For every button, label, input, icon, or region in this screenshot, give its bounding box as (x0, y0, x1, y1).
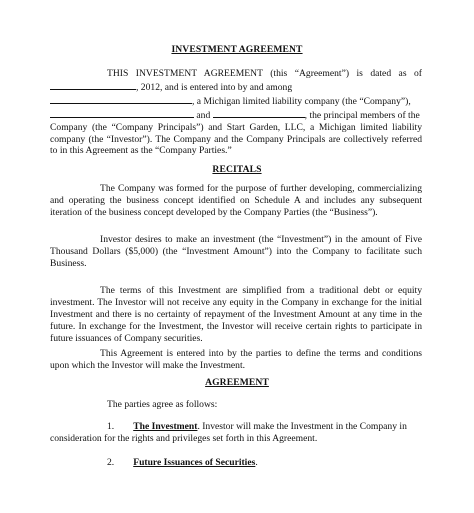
item-number: 1. (107, 421, 115, 432)
recital-paragraph-1: The Company was formed for the purpose of further developing, commercializing and operating the business concept identified on Schedule A and includes any subsequent iteration of the business concept developed by the Company Parties (the “Business”). (50, 183, 422, 218)
item-continuation: consideration for the rights and privileges set forth in this Agreement. (50, 432, 318, 444)
agreement-intro: The parties agree as follows: (107, 399, 218, 410)
blank-date-field (50, 80, 136, 90)
recitals-heading: RECITALS (212, 164, 262, 175)
item-heading: Future Issuances of Securities (133, 457, 256, 468)
intro-line-6: company (the “Investor”). The Company and the Company Principals are collectively referred (50, 133, 422, 145)
item-text: . Investor will make the Investment in the Company in (197, 421, 407, 432)
list-item (107, 457, 258, 469)
recital-paragraph-3: The terms of this Investment are simplified from a traditional debt or equity investment. The Investor will not receive any equity in the Company in exchange for the initial Investment and there is no certainty of repayment of the Investment Amount at any time in the future. In exchange for the Investment, the Investor will receive certain rights to participate in future issuances of Company securities. (50, 285, 422, 344)
intro-line-3: , a Michigan limited liability company (the “Company”), (50, 94, 422, 108)
blank-principal-field-1 (50, 108, 194, 118)
intro-line-2: , 2012, and is entered into by and among (50, 80, 422, 94)
document-title: INVESTMENT AGREEMENT (171, 44, 303, 55)
item-heading: The Investment (133, 421, 198, 432)
intro-line-4: and , the principal members of the (50, 108, 422, 122)
agreement-heading: AGREEMENT (205, 377, 269, 388)
blank-company-field (50, 94, 192, 104)
intro-paragraph (50, 68, 422, 157)
item-text: . (255, 457, 258, 468)
list-item (50, 421, 422, 445)
intro-line-7: to in this Agreement as the “Company Parties.” (50, 145, 232, 157)
intro-line-5: Company (the “Company Principals”) and Start Garden, LLC, a Michigan limited liability (50, 121, 422, 133)
blank-principal-field-2 (213, 108, 305, 118)
recital-paragraph-4: This Agreement is entered into by the parties to define the terms and conditions upon which the Investor will make the Investment. (50, 348, 422, 371)
item-number: 2. (107, 457, 115, 468)
recital-paragraph-2: Investor desires to make an investment (the “Investment”) in the amount of Five Thousand Dollars ($5,000) (the “Investment Amount”) into the Company to facilitate such Business. (50, 234, 422, 269)
intro-line-1: THIS INVESTMENT AGREEMENT (this “Agreement”) is dated as of (107, 68, 422, 79)
